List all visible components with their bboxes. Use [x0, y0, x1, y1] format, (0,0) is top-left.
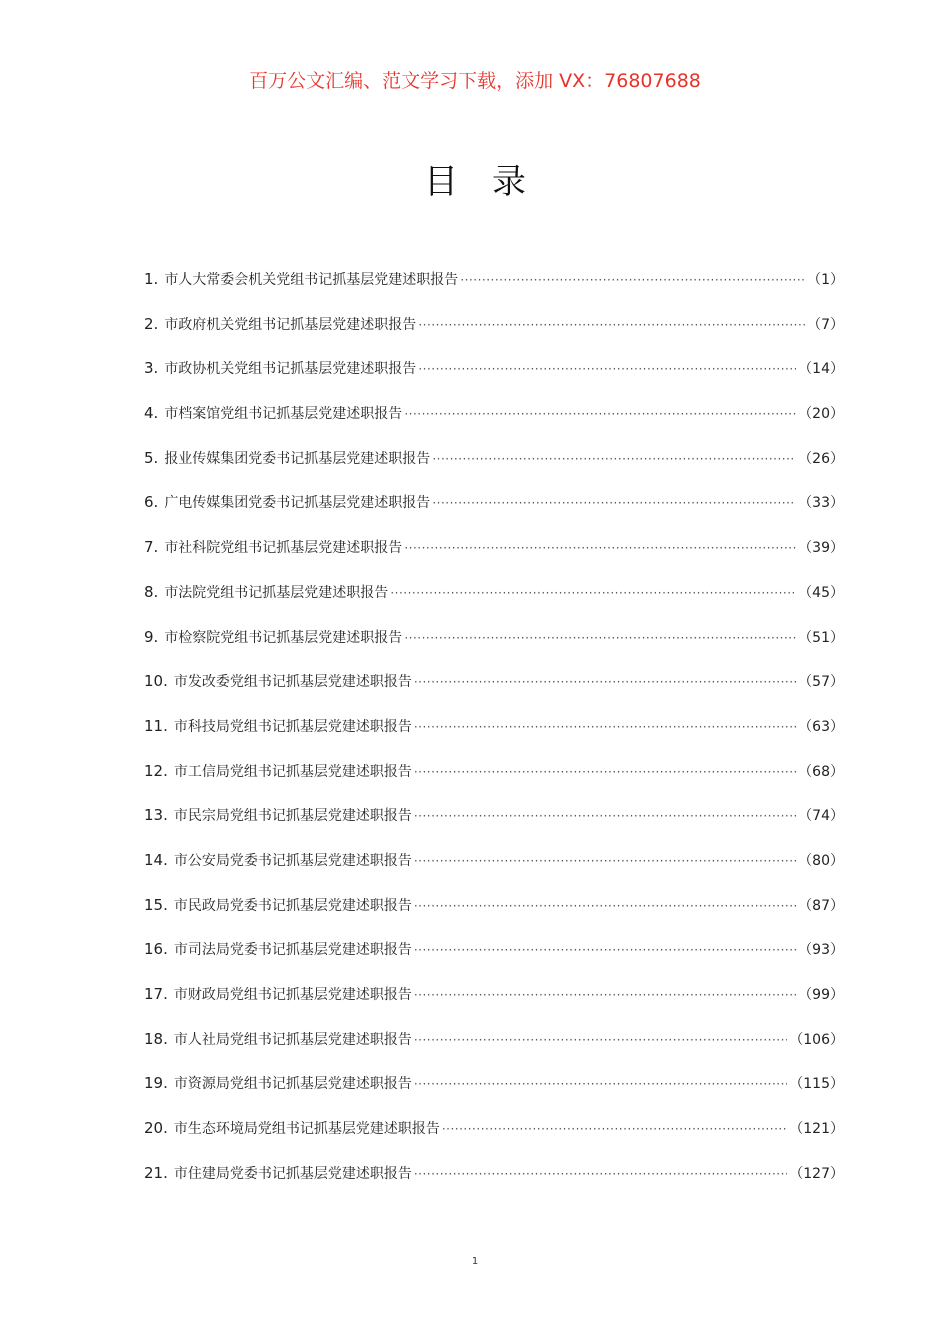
toc-entry-number: 13. [144, 806, 168, 825]
toc-dot-leader [414, 936, 796, 964]
toc-entry-page: （80） [798, 852, 844, 869]
toc-entry-page: （74） [798, 808, 844, 825]
toc-entry-number: 21. [144, 1163, 168, 1182]
toc-entry-title: 市住建局党委书记抓基层党建述职报告 [173, 1165, 412, 1182]
toc-entry[interactable] [144, 1069, 844, 1114]
toc-dot-leader [442, 1115, 787, 1143]
toc-dot-leader [414, 802, 796, 830]
toc-entry-page: （121） [789, 1121, 844, 1138]
toc-entry-page: （51） [798, 629, 844, 646]
toc-entry-number: 17. [144, 985, 168, 1003]
toc-entry-number: 6. [144, 493, 159, 512]
page-title-char-1: 目 [424, 162, 458, 202]
toc-entry-title: 市司法局党委书记抓基层党建述职报告 [173, 942, 412, 959]
toc-dot-leader [414, 847, 796, 875]
toc-entry-number: 11. [144, 716, 168, 735]
toc-entry-page: （45） [798, 584, 844, 601]
toc-dot-leader [432, 445, 796, 473]
toc-entry-number: 2. [144, 314, 159, 333]
toc-entry[interactable] [144, 712, 844, 757]
toc-entry-title: 市民政局党委书记抓基层党建述职报告 [173, 897, 412, 914]
toc-entry-title: 市政府机关党组书记抓基层党建述职报告 [164, 316, 417, 333]
toc-entry-title: 市工信局党组书记抓基层党建述职报告 [173, 763, 412, 780]
toc-entry[interactable] [144, 980, 844, 1025]
toc-entry-number: 4. [144, 404, 159, 423]
toc-entry-number: 9. [144, 627, 159, 646]
toc-entry[interactable] [144, 354, 844, 399]
toc-entry-title: 市公安局党委书记抓基层党建述职报告 [173, 852, 412, 869]
toc-dot-leader [414, 758, 796, 786]
toc-entry[interactable] [144, 578, 844, 623]
toc-entry-number: 15. [144, 895, 168, 914]
table-of-contents [144, 265, 844, 1203]
toc-entry-page: （7） [807, 316, 844, 333]
toc-entry-page: （20） [798, 406, 844, 423]
toc-dot-leader [418, 355, 796, 383]
toc-entry-page: （1） [807, 272, 844, 288]
toc-entry-title: 市法院党组书记抓基层党建述职报告 [164, 584, 389, 601]
toc-entry-title: 市科技局党组书记抓基层党建述职报告 [173, 718, 412, 735]
toc-entry-title: 市民宗局党组书记抓基层党建述职报告 [173, 808, 412, 825]
toc-entry[interactable] [144, 623, 844, 668]
toc-dot-leader [460, 266, 805, 294]
toc-entry-number: 19. [144, 1074, 168, 1093]
toc-entry-title: 市发改委党组书记抓基层党建述职报告 [173, 674, 412, 691]
toc-entry[interactable] [144, 399, 844, 444]
toc-entry-page: （115） [789, 1076, 844, 1093]
toc-dot-leader [414, 713, 796, 741]
toc-entry-title: 报业传媒集团党委书记抓基层党建述职报告 [164, 450, 431, 467]
toc-entry-title: 市人大常委会机关党组书记抓基层党建述职报告 [164, 272, 459, 288]
toc-dot-leader [404, 400, 796, 428]
toc-entry[interactable] [144, 265, 844, 310]
toc-entry-number: 16. [144, 940, 168, 959]
toc-entry[interactable] [144, 757, 844, 802]
toc-dot-leader [404, 534, 796, 562]
toc-entry[interactable] [144, 667, 844, 712]
toc-entry[interactable] [144, 444, 844, 489]
toc-entry[interactable] [144, 310, 844, 355]
toc-dot-leader [432, 489, 796, 517]
toc-entry-title: 市生态环境局党组书记抓基层党建述职报告 [173, 1121, 440, 1138]
toc-entry[interactable] [144, 801, 844, 846]
toc-entry-number: 3. [144, 359, 159, 378]
toc-entry-number: 1. [144, 270, 159, 288]
toc-entry-page: （127） [789, 1165, 844, 1182]
toc-entry-title: 市政协机关党组书记抓基层党建述职报告 [164, 361, 417, 378]
toc-entry-title: 市资源局党组书记抓基层党建述职报告 [173, 1076, 412, 1093]
toc-entry-page: （87） [798, 897, 844, 914]
toc-entry-title: 市财政局党组书记抓基层党建述职报告 [173, 987, 412, 1003]
toc-entry-title: 市人社局党组书记抓基层党建述职报告 [173, 1031, 412, 1048]
toc-entry[interactable] [144, 891, 844, 936]
toc-entry-title: 市检察院党组书记抓基层党建述职报告 [164, 629, 403, 646]
page-title-char-2: 录 [492, 162, 526, 202]
toc-dot-leader [418, 311, 805, 339]
toc-entry-page: （26） [798, 450, 844, 467]
toc-entry-number: 14. [144, 850, 168, 869]
toc-entry-page: （106） [789, 1031, 844, 1048]
toc-entry-page: （39） [798, 540, 844, 557]
toc-dot-leader [414, 892, 796, 920]
toc-entry-title: 广电传媒集团党委书记抓基层党建述职报告 [164, 495, 431, 512]
toc-entry-number: 12. [144, 761, 168, 780]
toc-entry-page: （99） [798, 987, 844, 1003]
toc-dot-leader [390, 579, 796, 607]
toc-entry[interactable] [144, 846, 844, 891]
toc-dot-leader [414, 1160, 787, 1188]
toc-entry-title: 市社科院党组书记抓基层党建述职报告 [164, 540, 403, 557]
toc-entry-number: 20. [144, 1119, 168, 1138]
toc-entry-page: （14） [798, 361, 844, 378]
toc-entry-number: 18. [144, 1029, 168, 1048]
toc-dot-leader [404, 624, 796, 652]
toc-dot-leader [414, 1070, 787, 1098]
toc-entry[interactable] [144, 488, 844, 533]
toc-entry-page: （93） [798, 942, 844, 959]
toc-entry-page: （57） [798, 674, 844, 691]
toc-entry[interactable] [144, 1114, 844, 1159]
toc-entry-page: （68） [798, 763, 844, 780]
toc-entry-number: 7. [144, 538, 159, 557]
toc-entry-number: 8. [144, 582, 159, 601]
toc-entry-number: 5. [144, 448, 159, 467]
toc-entry[interactable] [144, 533, 844, 578]
toc-entry[interactable] [144, 935, 844, 980]
toc-dot-leader [414, 981, 796, 1009]
toc-entry-page: （63） [798, 718, 844, 735]
toc-dot-leader [414, 1026, 787, 1054]
toc-entry[interactable] [144, 1159, 844, 1204]
page-title [0, 156, 950, 208]
toc-dot-leader [414, 668, 796, 696]
toc-entry-number: 10. [144, 672, 168, 691]
toc-entry[interactable] [144, 1025, 844, 1070]
page-number: 1 [471, 1256, 479, 1267]
toc-entry-page: （33） [798, 495, 844, 512]
header-banner: 百万公文汇编、范文学习下载，添加 VX：76807688 [249, 70, 701, 92]
toc-entry-title: 市档案馆党组书记抓基层党建述职报告 [164, 406, 403, 423]
